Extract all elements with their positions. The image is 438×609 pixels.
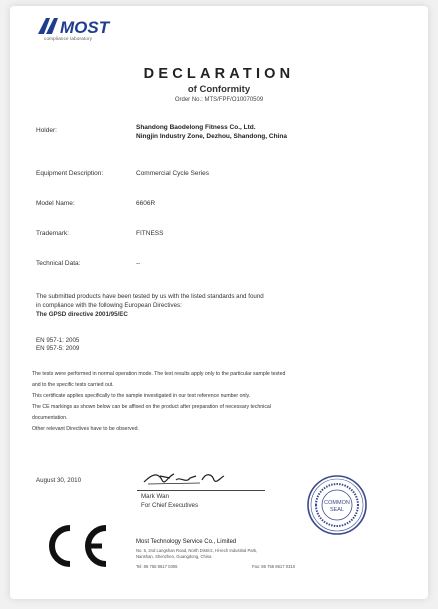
most-logo bbox=[36, 14, 126, 38]
trademark-label: Trademark: bbox=[36, 230, 69, 237]
model-label: Model Name: bbox=[36, 200, 75, 207]
standard-2: EN 957-5: 2009 bbox=[36, 345, 80, 352]
seal-text-2: SEAL bbox=[329, 507, 345, 513]
note-2: and to the specific tests carried out. bbox=[32, 382, 114, 388]
order-number: Order No.: MTS/FPF/O10070509 bbox=[174, 97, 264, 103]
technical-data-value: -- bbox=[136, 260, 141, 267]
equipment-value: Commercial Cycle Series bbox=[136, 170, 209, 177]
note-4: The CE markings as shown below can be affixed on the product after preparation of necessary technical bbox=[32, 404, 271, 410]
handwritten-signature bbox=[140, 466, 250, 492]
certificate-sheet bbox=[10, 6, 428, 599]
signatory-name: Mark Wan bbox=[141, 493, 169, 500]
ce-mark-icon bbox=[40, 522, 112, 570]
trademark-value: FITNESS bbox=[136, 230, 164, 237]
technical-data-label: Technical Data: bbox=[36, 260, 81, 267]
document-subtitle: of Conformity bbox=[187, 84, 251, 95]
holder-name: Shandong Baodelong Fitness Co., Ltd. bbox=[136, 124, 256, 131]
signature-line bbox=[137, 490, 265, 491]
directive-text: The GPSD directive 2001/95/EC bbox=[36, 311, 128, 318]
issuer-fax: Fax: 86 755 8617 0310 bbox=[252, 564, 296, 569]
logo-brand: MOST bbox=[60, 18, 110, 37]
signatory-role: For Chief Executives bbox=[141, 502, 199, 509]
note-5: documentation. bbox=[32, 415, 68, 421]
issuer-tel: Tel: 86 755 8617 0306 bbox=[136, 564, 178, 569]
holder-label: Holder: bbox=[36, 127, 57, 134]
equipment-label: Equipment Description: bbox=[36, 170, 104, 177]
logo-tagline: compliance laboratory bbox=[44, 36, 93, 41]
note-3: This certificate applies specifically to the sample investigated in our test reference number only. bbox=[32, 393, 251, 399]
statement-line-2: in compliance with the following European Directives: bbox=[36, 302, 182, 309]
statement-line-1: The submitted products have been tested by us with the listed standards and found bbox=[36, 293, 264, 300]
issuer-address-1: No. 5, 2nd Langshan Road, North District, Hi-tech Industrial Park, bbox=[136, 548, 258, 553]
document-title: DECLARATION bbox=[143, 66, 295, 82]
seal-text-1: COMMON bbox=[324, 500, 350, 506]
common-seal-stamp bbox=[306, 474, 368, 536]
note-6: Other relevant Directives have to be observed. bbox=[32, 426, 139, 432]
standard-1: EN 957-1: 2005 bbox=[36, 337, 80, 344]
model-value: 6606R bbox=[136, 200, 156, 207]
signature-date: August 30, 2010 bbox=[36, 477, 82, 484]
issuer-address-2: Nanshan, Shenzhen, Guangdong, China bbox=[136, 554, 212, 559]
issuer-company: Most Technology Service Co., Limited bbox=[136, 539, 237, 545]
note-1: The tests were performed in normal operation mode. The test results apply only to the particular sample tested bbox=[32, 371, 286, 377]
holder-address: Ningjin Industry Zone, Dezhou, Shandong, China bbox=[136, 133, 287, 140]
